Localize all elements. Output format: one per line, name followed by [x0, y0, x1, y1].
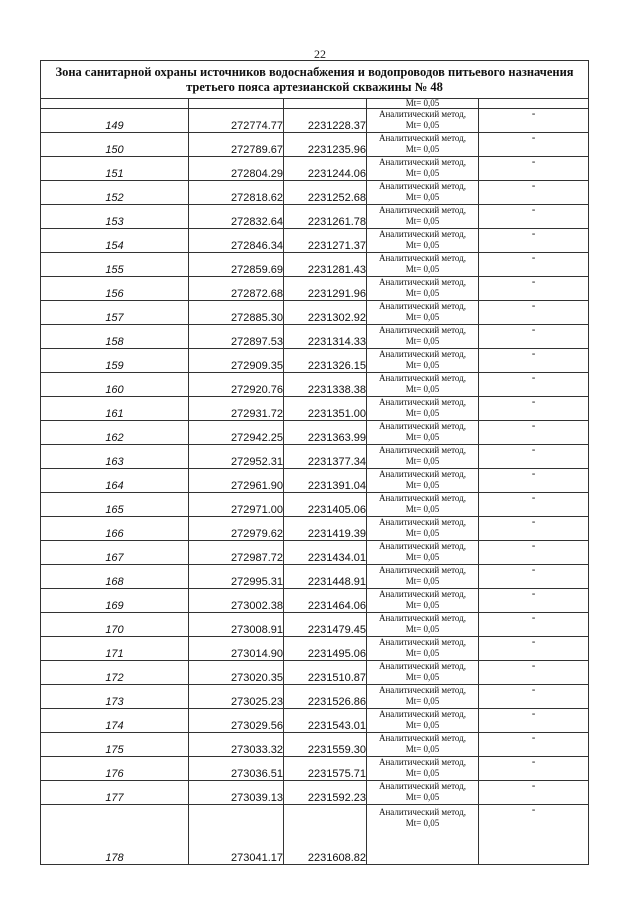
x-coordinate-cell: 273014.90 [189, 637, 284, 661]
cell-empty [284, 99, 367, 109]
point-number-cell: 177 [41, 781, 189, 805]
point-number-cell: 174 [41, 709, 189, 733]
y-coordinate-cell: 2231271.37 [284, 229, 367, 253]
method-label: Аналитический метод, [378, 133, 467, 143]
y-coordinate-cell: 2231575.71 [284, 757, 367, 781]
method-label: Аналитический метод, [378, 253, 467, 263]
y-coordinate-cell: 2231326.15 [284, 349, 367, 373]
table-row [41, 805, 589, 865]
y-coordinate-cell: 2231543.01 [284, 709, 367, 733]
method-cell [367, 493, 479, 517]
note-cell: - [479, 781, 589, 805]
error-label: Mt= 0,05 [405, 360, 440, 370]
note-cell: - [479, 421, 589, 445]
error-label: Mt= 0,05 [405, 336, 440, 346]
x-coordinate-cell: 272942.25 [189, 421, 284, 445]
error-label: Mt= 0,05 [405, 120, 440, 130]
note-cell: - [479, 613, 589, 637]
method-label: Аналитический метод, [378, 637, 467, 647]
error-label: Mt= 0,05 [405, 792, 440, 802]
table-title: Зона санитарной охраны источников водоснабжения и водопроводов питьевого назначения третьего пояса артезианской скважины № 48 [41, 61, 589, 99]
point-number-cell: 151 [41, 157, 189, 181]
x-coordinate-cell: 272804.29 [189, 157, 284, 181]
point-number-cell: 175 [41, 733, 189, 757]
method-label: Аналитический метод, [378, 733, 467, 743]
error-label: Mt= 0,05 [405, 240, 440, 250]
error-label: Mt= 0,05 [405, 818, 440, 828]
method-cell [367, 685, 479, 709]
method-cell [367, 445, 479, 469]
note-cell: - [479, 589, 589, 613]
method-cell [367, 397, 479, 421]
y-coordinate-cell: 2231391.04 [284, 469, 367, 493]
error-label: Mt= 0,05 [405, 456, 440, 466]
x-coordinate-cell: 273020.35 [189, 661, 284, 685]
error-label: Mt= 0,05 [405, 480, 440, 490]
table-row [41, 397, 589, 421]
cell-empty [479, 99, 589, 109]
method-label: Аналитический метод, [378, 565, 467, 575]
method-cell [367, 421, 479, 445]
table-row [41, 469, 589, 493]
error-label: Mt= 0,05 [405, 408, 440, 418]
table-row [41, 493, 589, 517]
point-number-cell: 165 [41, 493, 189, 517]
x-coordinate-cell: 272987.72 [189, 541, 284, 565]
method-label: Аналитический метод, [378, 781, 467, 791]
point-number-cell: 164 [41, 469, 189, 493]
table-row [41, 349, 589, 373]
error-label: Mt= 0,05 [405, 144, 440, 154]
method-cell [367, 805, 479, 865]
method-cell [367, 133, 479, 157]
method-label: Аналитический метод, [378, 325, 467, 335]
method-label: Аналитический метод, [378, 397, 467, 407]
x-coordinate-cell: 272774.77 [189, 109, 284, 133]
point-number-cell: 168 [41, 565, 189, 589]
note-cell: - [479, 253, 589, 277]
point-number-cell: 153 [41, 205, 189, 229]
error-label: Mt= 0,05 [405, 576, 440, 586]
note-cell: - [479, 469, 589, 493]
method-label: Аналитический метод, [378, 205, 467, 215]
y-coordinate-cell: 2231338.38 [284, 373, 367, 397]
table-row [41, 421, 589, 445]
method-label: Аналитический метод, [378, 589, 467, 599]
error-label: Mt= 0,05 [405, 432, 440, 442]
x-coordinate-cell: 272789.67 [189, 133, 284, 157]
method-label: Аналитический метод, [378, 493, 467, 503]
point-number-cell: 157 [41, 301, 189, 325]
table-row [41, 565, 589, 589]
table-body [41, 61, 589, 865]
note-cell: - [479, 277, 589, 301]
method-label: Аналитический метод, [378, 421, 467, 431]
note-cell: - [479, 637, 589, 661]
cell-empty [41, 99, 189, 109]
x-coordinate-cell: 273033.32 [189, 733, 284, 757]
x-coordinate-cell: 273008.91 [189, 613, 284, 637]
error-label: Mt= 0,05 [405, 504, 440, 514]
table-row [41, 445, 589, 469]
method-cell [367, 517, 479, 541]
table-row [41, 589, 589, 613]
method-cell [367, 757, 479, 781]
point-number-cell: 172 [41, 661, 189, 685]
table-row [41, 613, 589, 637]
y-coordinate-cell: 2231377.34 [284, 445, 367, 469]
point-number-cell: 155 [41, 253, 189, 277]
y-coordinate-cell: 2231261.78 [284, 205, 367, 229]
method-cell [367, 229, 479, 253]
y-coordinate-cell: 2231405.06 [284, 493, 367, 517]
method-cell [367, 565, 479, 589]
method-label: Аналитический метод, [378, 613, 467, 623]
point-number-cell: 163 [41, 445, 189, 469]
note-cell: - [479, 397, 589, 421]
table-row [41, 181, 589, 205]
method-cell [367, 373, 479, 397]
note-cell: - [479, 133, 589, 157]
y-coordinate-cell: 2231244.06 [284, 157, 367, 181]
x-coordinate-cell: 272931.72 [189, 397, 284, 421]
error-label: Mt= 0,05 [405, 384, 440, 394]
table-row [41, 109, 589, 133]
y-coordinate-cell: 2231291.96 [284, 277, 367, 301]
x-coordinate-cell: 273002.38 [189, 589, 284, 613]
cell-empty [189, 99, 284, 109]
note-cell: - [479, 373, 589, 397]
note-cell: - [479, 157, 589, 181]
error-label: Mt= 0,05 [405, 648, 440, 658]
error-label: Mt= 0,05 [405, 288, 440, 298]
table-row [41, 541, 589, 565]
table-row [41, 733, 589, 757]
method-cell [367, 637, 479, 661]
point-number-cell: 170 [41, 613, 189, 637]
table-row [41, 253, 589, 277]
error-label: Mt= 0,05 [405, 552, 440, 562]
method-cell [367, 541, 479, 565]
error-label: Mt= 0,05 [405, 768, 440, 778]
x-coordinate-cell: 272872.68 [189, 277, 284, 301]
method-label: Аналитический метод, [378, 807, 467, 817]
point-number-cell: 158 [41, 325, 189, 349]
x-coordinate-cell: 272832.64 [189, 205, 284, 229]
x-coordinate-cell: 272897.53 [189, 325, 284, 349]
point-number-cell: 166 [41, 517, 189, 541]
point-number-cell: 169 [41, 589, 189, 613]
method-cell [367, 661, 479, 685]
table-row [41, 517, 589, 541]
method-label: Аналитический метод, [378, 229, 467, 239]
error-label: Mt= 0,05 [405, 672, 440, 682]
note-cell: - [479, 685, 589, 709]
table-row [41, 373, 589, 397]
method-cell [367, 733, 479, 757]
y-coordinate-cell: 2231419.39 [284, 517, 367, 541]
y-coordinate-cell: 2231559.30 [284, 733, 367, 757]
note-cell: - [479, 661, 589, 685]
x-coordinate-cell: 273039.13 [189, 781, 284, 805]
method-label: Аналитический метод, [378, 469, 467, 479]
method-cell [367, 205, 479, 229]
note-cell: - [479, 733, 589, 757]
coordinates-table [40, 60, 589, 865]
method-label: Аналитический метод, [378, 181, 467, 191]
x-coordinate-cell: 272952.31 [189, 445, 284, 469]
method-cell [367, 709, 479, 733]
method-cell [367, 613, 479, 637]
method-cell [367, 469, 479, 493]
y-coordinate-cell: 2231448.91 [284, 565, 367, 589]
table-row [41, 229, 589, 253]
method-label: Аналитический метод, [378, 757, 467, 767]
method-cell [367, 277, 479, 301]
y-coordinate-cell: 2231351.00 [284, 397, 367, 421]
x-coordinate-cell: 273025.23 [189, 685, 284, 709]
x-coordinate-cell: 273029.56 [189, 709, 284, 733]
y-coordinate-cell: 2231281.43 [284, 253, 367, 277]
x-coordinate-cell: 273036.51 [189, 757, 284, 781]
y-coordinate-cell: 2231608.82 [284, 805, 367, 865]
method-label: Аналитический метод, [378, 661, 467, 671]
y-coordinate-cell: 2231228.37 [284, 109, 367, 133]
y-coordinate-cell: 2231526.86 [284, 685, 367, 709]
x-coordinate-cell: 272971.00 [189, 493, 284, 517]
note-cell: - [479, 349, 589, 373]
error-label: Mt= 0,05 [405, 216, 440, 226]
table-row [41, 301, 589, 325]
method-label: Аналитический метод, [378, 301, 467, 311]
note-cell: - [479, 181, 589, 205]
page-number: 22 [314, 47, 326, 61]
method-label: Аналитический метод, [378, 373, 467, 383]
error-label: Mt= 0,05 [405, 192, 440, 202]
method-label: Аналитический метод, [378, 709, 467, 719]
table-row [41, 157, 589, 181]
x-coordinate-cell: 273041.17 [189, 805, 284, 865]
x-coordinate-cell: 272818.62 [189, 181, 284, 205]
note-cell: - [479, 757, 589, 781]
error-label: Mt= 0,05 [405, 696, 440, 706]
point-number-cell: 167 [41, 541, 189, 565]
y-coordinate-cell: 2231464.06 [284, 589, 367, 613]
note-cell: - [479, 805, 589, 865]
point-number-cell: 159 [41, 349, 189, 373]
point-number-cell: 171 [41, 637, 189, 661]
note-cell: - [479, 541, 589, 565]
continued-method-cell: Mt= 0,05 [367, 99, 479, 109]
table-row [41, 685, 589, 709]
y-coordinate-cell: 2231302.92 [284, 301, 367, 325]
note-cell: - [479, 229, 589, 253]
method-label: Аналитический метод, [378, 349, 467, 359]
error-label: Mt= 0,05 [405, 528, 440, 538]
point-number-cell: 178 [41, 805, 189, 865]
method-cell [367, 325, 479, 349]
method-cell [367, 781, 479, 805]
table-row [41, 781, 589, 805]
point-number-cell: 173 [41, 685, 189, 709]
x-coordinate-cell: 272961.90 [189, 469, 284, 493]
point-number-cell: 149 [41, 109, 189, 133]
point-number-cell: 161 [41, 397, 189, 421]
point-number-cell: 154 [41, 229, 189, 253]
x-coordinate-cell: 272979.62 [189, 517, 284, 541]
note-cell: - [479, 565, 589, 589]
method-cell [367, 349, 479, 373]
y-coordinate-cell: 2231235.96 [284, 133, 367, 157]
method-label: Аналитический метод, [378, 277, 467, 287]
y-coordinate-cell: 2231592.23 [284, 781, 367, 805]
y-coordinate-cell: 2231434.01 [284, 541, 367, 565]
table-row [41, 325, 589, 349]
note-cell: - [479, 493, 589, 517]
note-cell: - [479, 325, 589, 349]
method-cell [367, 157, 479, 181]
y-coordinate-cell: 2231363.99 [284, 421, 367, 445]
table-row [41, 709, 589, 733]
method-label: Аналитический метод, [378, 541, 467, 551]
error-label: Mt= 0,05 [405, 720, 440, 730]
x-coordinate-cell: 272885.30 [189, 301, 284, 325]
note-cell: - [479, 109, 589, 133]
table-row [41, 757, 589, 781]
table-row [41, 637, 589, 661]
note-cell: - [479, 517, 589, 541]
method-cell [367, 253, 479, 277]
error-label: Mt= 0,05 [405, 312, 440, 322]
method-cell [367, 301, 479, 325]
error-label: Mt= 0,05 [405, 744, 440, 754]
y-coordinate-cell: 2231495.06 [284, 637, 367, 661]
x-coordinate-cell: 272995.31 [189, 565, 284, 589]
x-coordinate-cell: 272846.34 [189, 229, 284, 253]
method-cell [367, 181, 479, 205]
y-coordinate-cell: 2231252.68 [284, 181, 367, 205]
note-cell: - [479, 301, 589, 325]
note-cell: - [479, 445, 589, 469]
note-cell: - [479, 205, 589, 229]
point-number-cell: 176 [41, 757, 189, 781]
table-row [41, 277, 589, 301]
method-label: Аналитический метод, [378, 685, 467, 695]
continuation-row [41, 99, 589, 109]
y-coordinate-cell: 2231479.45 [284, 613, 367, 637]
x-coordinate-cell: 272859.69 [189, 253, 284, 277]
point-number-cell: 152 [41, 181, 189, 205]
y-coordinate-cell: 2231510.87 [284, 661, 367, 685]
table-row [41, 661, 589, 685]
point-number-cell: 162 [41, 421, 189, 445]
x-coordinate-cell: 272909.35 [189, 349, 284, 373]
point-number-cell: 156 [41, 277, 189, 301]
method-label: Аналитический метод, [378, 517, 467, 527]
method-label: Аналитический метод, [378, 445, 467, 455]
method-label: Аналитический метод, [378, 157, 467, 167]
error-label: Mt= 0,05 [405, 600, 440, 610]
method-cell [367, 589, 479, 613]
error-label: Mt= 0,05 [405, 264, 440, 274]
error-label: Mt= 0,05 [405, 168, 440, 178]
table-row [41, 205, 589, 229]
note-cell: - [479, 709, 589, 733]
title-row [41, 61, 589, 99]
method-cell [367, 109, 479, 133]
x-coordinate-cell: 272920.76 [189, 373, 284, 397]
table-row [41, 133, 589, 157]
error-label: Mt= 0,05 [405, 624, 440, 634]
method-label: Аналитический метод, [378, 109, 467, 119]
y-coordinate-cell: 2231314.33 [284, 325, 367, 349]
point-number-cell: 160 [41, 373, 189, 397]
point-number-cell: 150 [41, 133, 189, 157]
